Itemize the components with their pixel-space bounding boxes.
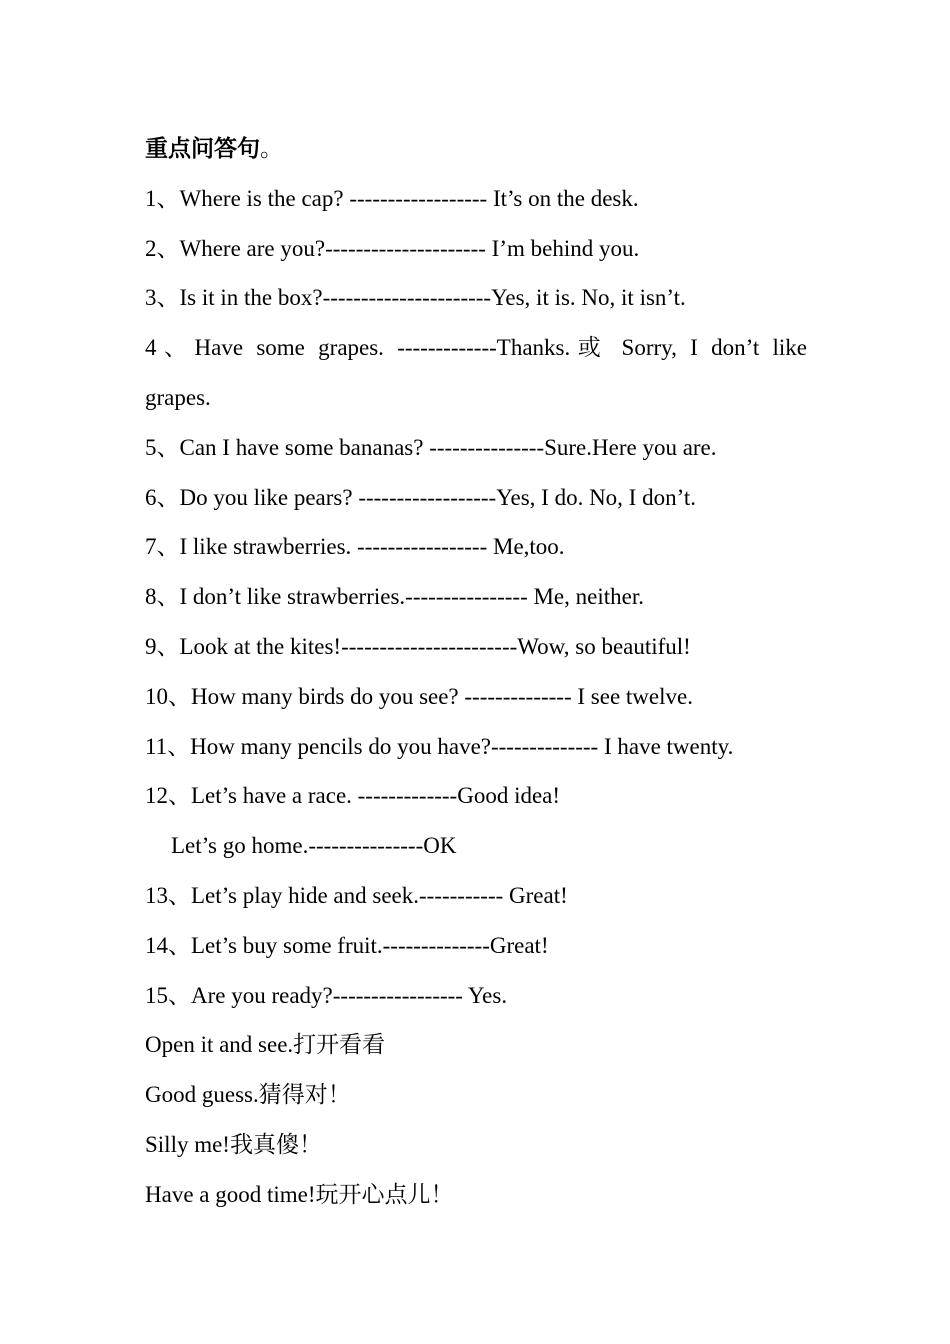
dialogue-line-4: 4、Have some grapes. -------------Thanks.或 Sorry, I don’t like (145, 335, 807, 361)
section-title-text: 重点问答句 (145, 136, 260, 161)
dialogue-line-12b: Let’s go home.---------------OK (171, 833, 457, 859)
dialogue-line-3: 3、Is it in the box?----------------------Yes, it is. No, it isn’t. (145, 285, 686, 311)
phrase-line-2: Good guess.猜得对！ (145, 1082, 351, 1108)
dialogue-line-5: 5、Can I have some bananas? ---------------Sure.Here you are. (145, 434, 717, 460)
dialogue-line-8: 8、I don’t like strawberries.---------------- Me, neither. (145, 584, 644, 610)
dialogue-line-14: 14、Let’s buy some fruit.--------------Great! (145, 932, 549, 958)
document-body (145, 124, 810, 1220)
phrase-line-4: Have a good time!玩开心点儿！ (145, 1181, 454, 1207)
dialogue-line-2: 2、Where are you?--------------------- I’m behind you. (145, 235, 640, 261)
phrase-line-3: Silly me!我真傻！ (145, 1131, 322, 1157)
dialogue-line-9: 9、Look at the kites!-----------------------Wow, so beautiful! (145, 633, 691, 659)
dialogue-line-11: 11、How many pencils do you have?-------------- I have twenty. (145, 733, 734, 759)
dialogue-line-1: 1、Where is the cap? ------------------ It’s on the desk. (145, 185, 639, 211)
dialogue-line-10: 10、How many birds do you see? -------------- I see twelve. (145, 683, 693, 709)
phrase-line-1: Open it and see.打开看看 (145, 1032, 386, 1058)
dialogue-line-12: 12、Let’s have a race. -------------Good idea! (145, 783, 561, 809)
section-title (145, 124, 810, 174)
dialogue-line-13: 13、Let’s play hide and seek.----------- Great! (145, 882, 568, 908)
dialogue-line-6: 6、Do you like pears? ------------------Yes, I do. No, I don’t. (145, 484, 696, 510)
dialogue-line-15: 15、Are you ready?----------------- Yes. (145, 982, 508, 1008)
dialogue-line-4-continued: grapes. (145, 384, 211, 410)
section-title-mark: 。 (260, 136, 283, 161)
dialogue-line-7: 7、I like strawberries. ----------------- Me,too. (145, 534, 565, 560)
